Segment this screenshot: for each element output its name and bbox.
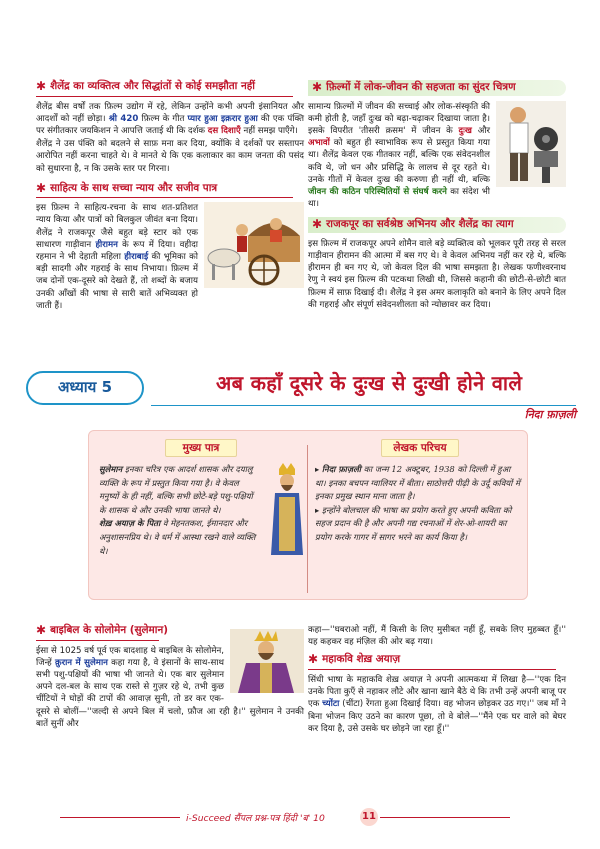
chapter-rule bbox=[151, 405, 576, 406]
paragraph: इस फ़िल्म में राजकपूर अपने शोमैन वाले बड़े व्यक्तित्व को भूलकर पूरी तरह से सरल गाड़ीवान हीरामन की आत्मा में बस गए थे। वे केवल अभिनय नहीं कर रहे थे, बल्कि हीरामन ही बन गए थे, जो केवल दिल की भाषा समझता है। लेखक फणीश्वरनाथ रेणु ने स्वयं इस फ़िल्म की पटकथा लिखी थी, जिससे कहानी की छोटी-से-छोटी बात फ़िल्म में साफ़ दिखाई दी। शैलेंद्र ने इस अमर कलाकृति को बनाने के लिए अपने दिल की गहराई और संपूर्ण संवेदनशीलता को न्योछावर कर दिया। bbox=[308, 238, 566, 310]
paragraph: शैलेंद्र बीस वर्षों तक फ़िल्म उद्योग में रहे, लेकिन उन्होंने कभी अपनी इंसानियत और आदर्शों को नहीं छोड़ा। श्री 420 फ़िल्म के गीत प्यार हुआ इक़रार हुआ की एक पंक्ति पर संगीतकार जयकिशन ने आपत्ति जताई थी कि दर्शक दस दिशाएँ नहीं समझ पाएँगे। bbox=[36, 101, 304, 136]
author-intro-bullet-2: ▸ इन्होंने बोलचाल की भाषा का प्रयोग करते हुए अपनी कविता को सहज प्रदान की है और अपनी गद्य रचनाओं में शेर-ओ-शायरी का प्रयोग करके गागर में सागर भरने का कार्य किया है। bbox=[315, 504, 512, 543]
asterisk-icon: ✱ bbox=[36, 79, 47, 93]
asterisk-icon: ✱ bbox=[312, 80, 323, 94]
info-box bbox=[88, 430, 528, 600]
solomon-illustration bbox=[230, 629, 304, 693]
asterisk-icon: ✱ bbox=[36, 180, 47, 195]
heading-underline bbox=[36, 197, 293, 198]
highlight-word-grief: दुःख bbox=[458, 125, 472, 136]
highlight-film-name: श्री 420 bbox=[108, 113, 139, 124]
heading-text: शैलेंद्र का व्यक्तित्व और सिद्धांतों से कोई समझौता नहीं bbox=[50, 80, 255, 92]
asterisk-icon: ✱ bbox=[308, 652, 319, 667]
character-solomon: सुलेमान इनका चरित्र एक आदर्श शासक और दयालु व्यक्ति के रूप में प्रस्तुत किया गया है। वे केवल मनुष्यों के ही नहीं, बल्कि सभी छोटे-बड़े पशु-पक्षियों के शासक थे और उनकी भाषा जानते थे। bbox=[99, 464, 253, 515]
highlight-word-ant: च्योंटा bbox=[322, 699, 340, 710]
highlight-character-hiraman: हीरामन bbox=[95, 239, 118, 250]
king-illustration bbox=[267, 463, 307, 559]
author-intro-bullet-1: ▸ निदा फ़ाज़ली का जन्म 12 अक्टूबर, 1938 को दिल्ली में हुआ था। इनका बचपन ग्वालियर में बीता। साठोत्तरी पीढ़ी के उर्दू कवियों में इनका प्रमुख स्थान माना जाता है। bbox=[315, 464, 521, 502]
right-top-column bbox=[308, 80, 566, 312]
chapter-title: अब कहाँ दूसरे के दुःख से दुःखी होने वाले bbox=[216, 371, 523, 395]
film-projector-illustration bbox=[496, 101, 566, 187]
page-number: 11 bbox=[360, 808, 378, 826]
highlight-quran-solomon: क़ुरान में सुलेमान bbox=[54, 657, 108, 668]
author-intro-heading: लेखक परिचय bbox=[381, 439, 459, 457]
left-top-column bbox=[36, 80, 304, 313]
main-characters-heading: मुख्य पात्र bbox=[165, 439, 237, 457]
asterisk-icon: ✱ bbox=[312, 217, 323, 232]
paragraph: सामान्य फ़िल्मों में जीवन की सच्चाई और लोक-संस्कृति की कमी होती है, जहाँ दुःख को बढ़ा-चढ़ाकर दिखाया जाता है। इसके विपरीत 'तीसरी क़सम' में जीवन के दुःख और अभावों को बहुत ही स्वाभाविक रूप से प्रस्तुत किया गया था। शैलेंद्र केवल एक गीतकार नहीं, बल्कि एक संवेदनशील कवि थे, जो धन और प्रसिद्धि के लालच से दूर रहते थे। उनके गीतों में केवल दुःख की करुणा ही नहीं थी, बल्कि जीवन की कठिन परिस्थितियों से संघर्ष करने का संदेश भी था। bbox=[308, 101, 491, 210]
section-heading-rajkapoor-acting bbox=[308, 217, 566, 233]
highlight-phrase: दस दिशाएँ bbox=[207, 125, 241, 136]
chapter-author: निदा फ़ाज़ली bbox=[524, 408, 576, 421]
paragraph: कहा—''घबराओ नहीं, मैं किसी के लिए मुसीबत नहीं हूँ, सबके लिए मुहब्बत हूँ।'' यह कहकर वह मंज़िल की ओर बढ़ गया। bbox=[308, 625, 566, 648]
paragraph: सिंधी भाषा के महाकवि शेख़ अयाज़ ने अपनी आत्मकथा में लिखा है—''एक दिन उनके पिता कुएँ से नहाकर लौटे और खाना खाने बैठे थे कि तभी उन्हें अपनी बाजू पर एक च्योंटा (चींटा) रेंगता हुआ दिखाई दिया। वह भोजन छोड़कर उठ गए।'' जब माँ ने बिना भोजन किए उठने का कारण पूछा, तो वे बोले—''मैंने एक घर वाले को बेघर कर दिया है, उसे उसके घर छोड़ने जा रहा हूँ।'' bbox=[308, 674, 566, 734]
chapter-banner bbox=[26, 365, 586, 423]
highlight-character-hirabai: हीराबाई bbox=[124, 252, 149, 263]
footer-rule-right bbox=[380, 817, 510, 818]
highlight-song-name: प्यार हुआ इक़रार हुआ bbox=[187, 113, 258, 124]
heading-text: फ़िल्मों में लोक-जीवन की सहजता का सुंदर चित्रण bbox=[326, 81, 516, 93]
section-heading-folk-life bbox=[308, 80, 566, 96]
author-intro-panel bbox=[315, 463, 521, 545]
asterisk-icon: ✱ bbox=[36, 623, 47, 637]
section-heading-literature-justice bbox=[36, 182, 304, 196]
section-heading-shailendra-personality bbox=[36, 80, 304, 94]
heading-text: राजकपूर का सर्वश्रेष्ठ अभिनय और शैलेंद्र का त्याग bbox=[326, 218, 514, 231]
paragraph: इस फ़िल्म ने साहित्य-रचना के साथ शत-प्रतिशत न्याय किया और पात्रों को बिलकुल जीवंत बना दिया। शैलेंद्र ने राजकपूर जैसे बहुत बड़े स्टार को एक साधारण गाड़ीवान हीरामन के रूप में दिया। वहीदा रहमान ने भी देहाती महिला हीराबाई की भूमिका को बड़ी सादगी और गहराई के साथ निभाया। फ़िल्म में जब दोनों एक-दूसरे को देखते हैं, तो शब्दों के बजाय उनकी आँखों की भाषा से सारी बातें अभिव्यक्त हो जाती हैं। bbox=[36, 203, 199, 311]
page-footer bbox=[0, 808, 600, 828]
heading-underline bbox=[308, 669, 556, 670]
highlight-word-scarcity: अभावों bbox=[308, 138, 330, 149]
bullet-icon: ▸ bbox=[315, 464, 322, 474]
heading-underline bbox=[36, 96, 293, 97]
heading-underline bbox=[36, 640, 159, 641]
left-bottom-column bbox=[36, 624, 304, 731]
heading-text: महाकवि शेख़ अयाज़ bbox=[322, 653, 401, 666]
main-characters-panel bbox=[99, 463, 301, 561]
box-divider bbox=[307, 445, 308, 593]
chapter-label: अध्याय 5 bbox=[26, 371, 144, 405]
footer-rule-left bbox=[60, 817, 180, 818]
paragraph: ईसा से 1025 वर्ष पूर्व एक बादशाह थे बाइबिल के सोलोमेन, जिन्हें क़ुरान में सुलेमान कहा गया है, वे इंसानों के साथ-साथ सभी पशु-पक्षियों की भाषा भी जानते थे। एक बार सुलेमान अपने दल-बल के साथ एक रास्ते से गुज़र रहे थे, तभी कुछ चींटियों ने घोड़ों की टापों की आवाज़ सुनी, तो डर कर एक-दूसरे से बोलीं—''जल्दी से अपने बिल में चलो, फ़ौज आ रही है।'' सुलेमान ने उनकी बातें सुनीं और bbox=[36, 645, 304, 729]
footer-brand: i-Succeed सैंपल प्रश्न-पत्र हिंदी 'ब' 10 bbox=[186, 813, 325, 824]
heading-text: साहित्य के साथ सच्चा न्याय और सजीव पात्र bbox=[50, 181, 218, 194]
right-bottom-column bbox=[308, 624, 566, 736]
character-ayaz-father: शेख़ अयाज़ के पिता वे मेहनतकश, ईमानदार और अनुशासनप्रिय थे। वे धर्म में आस्था रखने वाले व्यक्ति थे। bbox=[99, 518, 256, 556]
heading-text: बाइबिल के सोलोमेन (सुलेमान) bbox=[50, 624, 168, 636]
bullock-cart-illustration bbox=[204, 202, 304, 288]
bullet-icon: ▸ bbox=[315, 504, 322, 515]
section-heading-shaikh-ayaz bbox=[308, 653, 566, 667]
highlight-phrase-struggle: जीवन की कठिन परिस्थितियों से संघर्ष करने bbox=[308, 186, 447, 197]
paragraph: शैलेंद्र ने उस पंक्ति को बदलने से साफ़ मना कर दिया, क्योंकि वे दर्शकों पर सस्तापन आरोपित नहीं करना चाहते थे। वे मानते थे कि एक कलाकार का काम जनता की पसंद को सुधारना है, न कि उसके स्तर पर गिरना। bbox=[36, 139, 304, 174]
